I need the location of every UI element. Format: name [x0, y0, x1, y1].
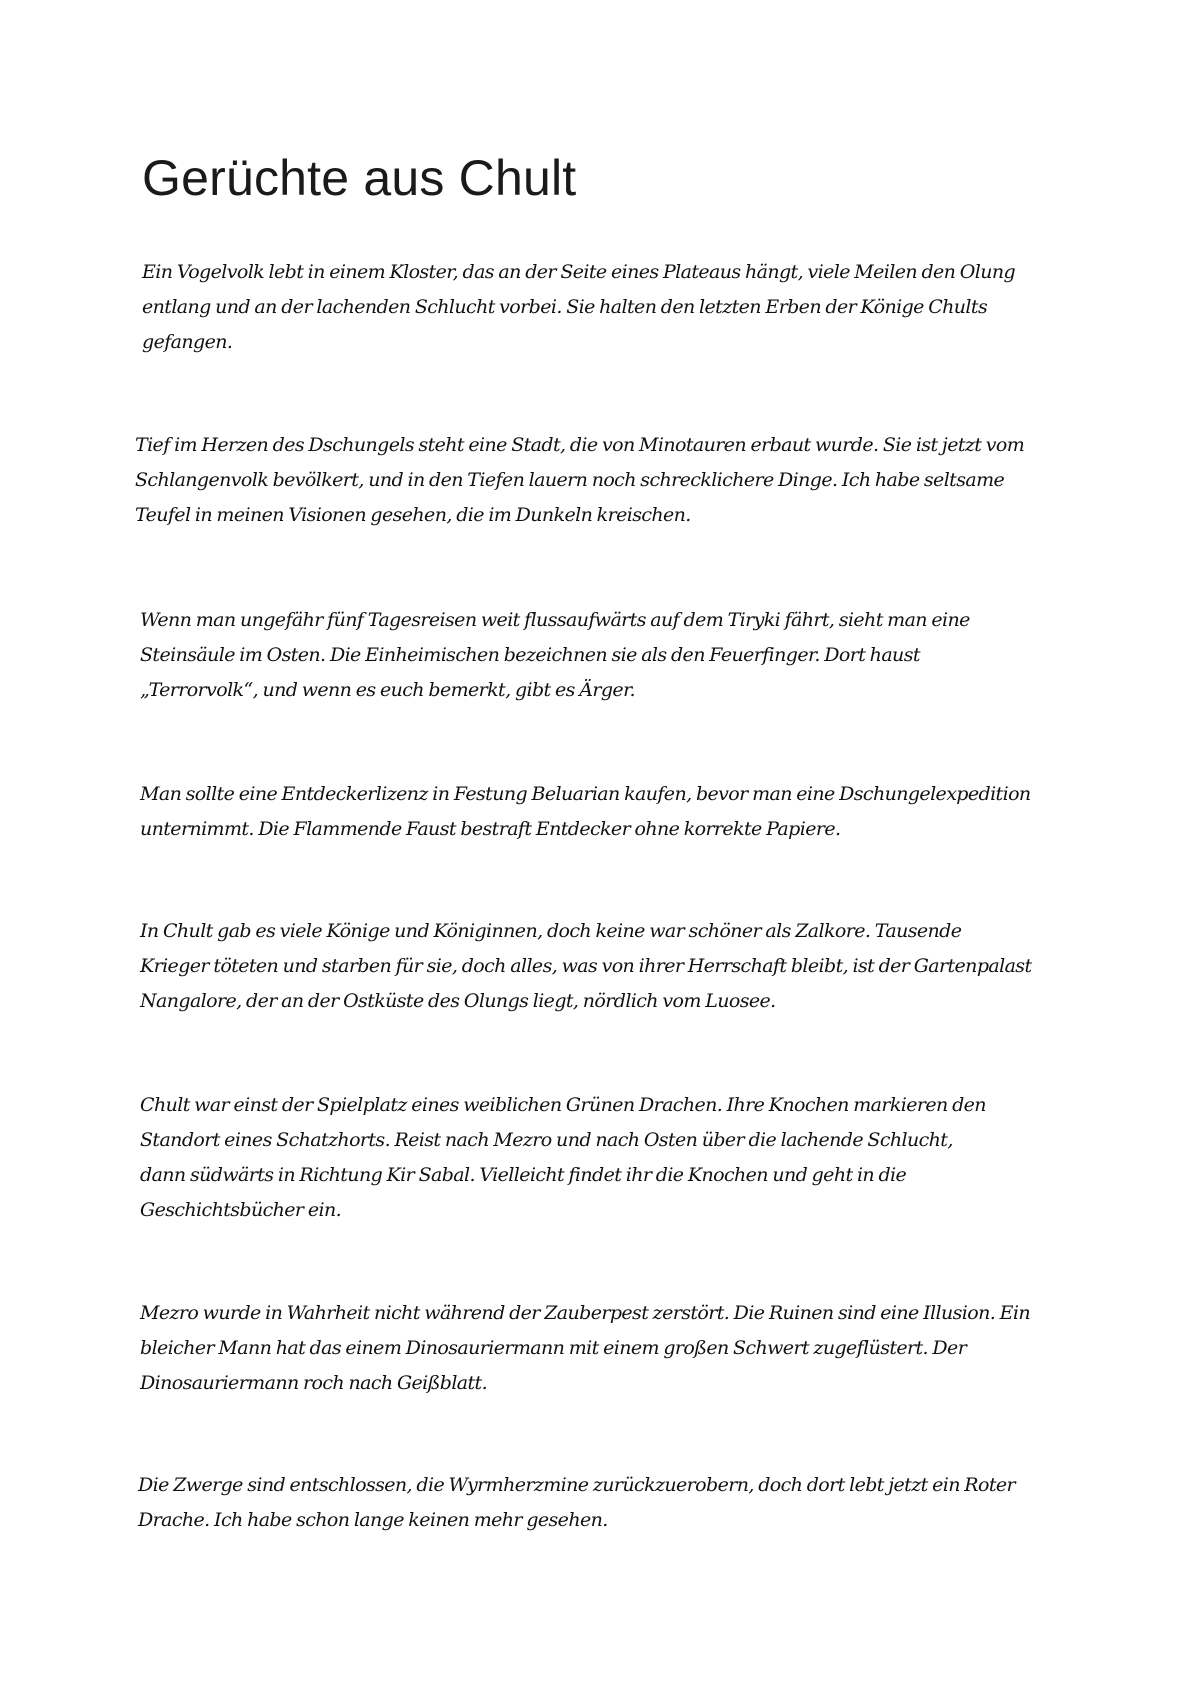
rumor-line: bleicher Mann hat das einem Dinosauriermann mit einem großen Schwert zugeflüstert. Der — [140, 1337, 967, 1359]
rumor-line: Tief im Herzen des Dschungels steht eine Stadt, die von Minotauren erbaut wurde. Sie ist jetzt vom — [135, 434, 1025, 456]
rumor-line: gefangen. — [142, 331, 233, 353]
rumor-line: Schlangenvolk bevölkert, und in den Tiefen lauern noch schrecklichere Dinge. Ich habe seltsame — [135, 469, 1005, 491]
rumor-paragraph-4 — [140, 777, 1060, 847]
rumor-line: dann südwärts in Richtung Kir Sabal. Vielleicht findet ihr die Knochen und geht in die — [140, 1164, 907, 1186]
rumor-line: Man sollte eine Entdeckerlizenz in Festung Beluarian kaufen, bevor man eine Dschungelexpedition — [140, 783, 1031, 805]
rumor-line: Krieger töteten und starben für sie, doch alles, was von ihrer Herrschaft bleibt, ist der Gartenpalast — [140, 955, 1032, 977]
rumor-line: Drache. Ich habe schon lange keinen mehr gesehen. — [138, 1509, 608, 1531]
rumor-paragraph-2 — [135, 428, 1055, 533]
rumor-line: entlang und an der lachenden Schlucht vorbei. Sie halten den letzten Erben der Könige Chults — [142, 296, 988, 318]
rumor-line: Standort eines Schatzhorts. Reist nach Mezro und nach Osten über die lachende Schlucht, — [140, 1129, 953, 1151]
rumor-paragraph-8 — [138, 1468, 1058, 1538]
rumor-line: Mezro wurde in Wahrheit nicht während der Zauberpest zerstört. Die Ruinen sind eine Illusion. Ein — [140, 1302, 1030, 1324]
rumor-line: Geschichtsbücher ein. — [140, 1199, 342, 1221]
rumor-paragraph-7 — [140, 1296, 1060, 1401]
rumor-line: Ein Vogelvolk lebt in einem Kloster, das an der Seite eines Plateaus hängt, viele Meilen den Olung — [142, 261, 1016, 283]
rumor-line: Steinsäule im Osten. Die Einheimischen bezeichnen sie als den Feuerfinger. Dort haust — [140, 644, 920, 666]
rumor-line: „Terrorvolk“, und wenn es euch bemerkt, gibt es Ärger. — [140, 679, 635, 701]
rumor-paragraph-6 — [140, 1088, 1060, 1228]
rumor-line: Dinosauriermann roch nach Geißblatt. — [140, 1372, 488, 1394]
rumor-line: unternimmt. Die Flammende Faust bestraft Entdecker ohne korrekte Papiere. — [140, 818, 841, 840]
rumor-paragraph-1 — [142, 255, 1062, 360]
rumor-line: Chult war einst der Spielplatz eines weiblichen Grünen Drachen. Ihre Knochen markieren den — [140, 1094, 986, 1116]
rumor-line: Die Zwerge sind entschlossen, die Wyrmherzmine zurückzuerobern, doch dort lebt jetzt ein Roter — [138, 1474, 1016, 1496]
rumor-line: Wenn man ungefähr fünf Tagesreisen weit flussaufwärts auf dem Tiryki fährt, sieht man eine — [140, 609, 970, 631]
rumor-line: Nangalore, der an der Ostküste des Olungs liegt, nördlich vom Luosee. — [140, 990, 776, 1012]
page-title: Gerüchte aus Chult — [142, 150, 577, 206]
rumor-paragraph-5 — [140, 914, 1060, 1019]
rumor-line: In Chult gab es viele Könige und Königinnen, doch keine war schöner als Zalkore. Tausende — [140, 920, 962, 942]
rumor-paragraph-3 — [140, 603, 1060, 708]
rumor-line: Teufel in meinen Visionen gesehen, die im Dunkeln kreischen. — [135, 504, 691, 526]
